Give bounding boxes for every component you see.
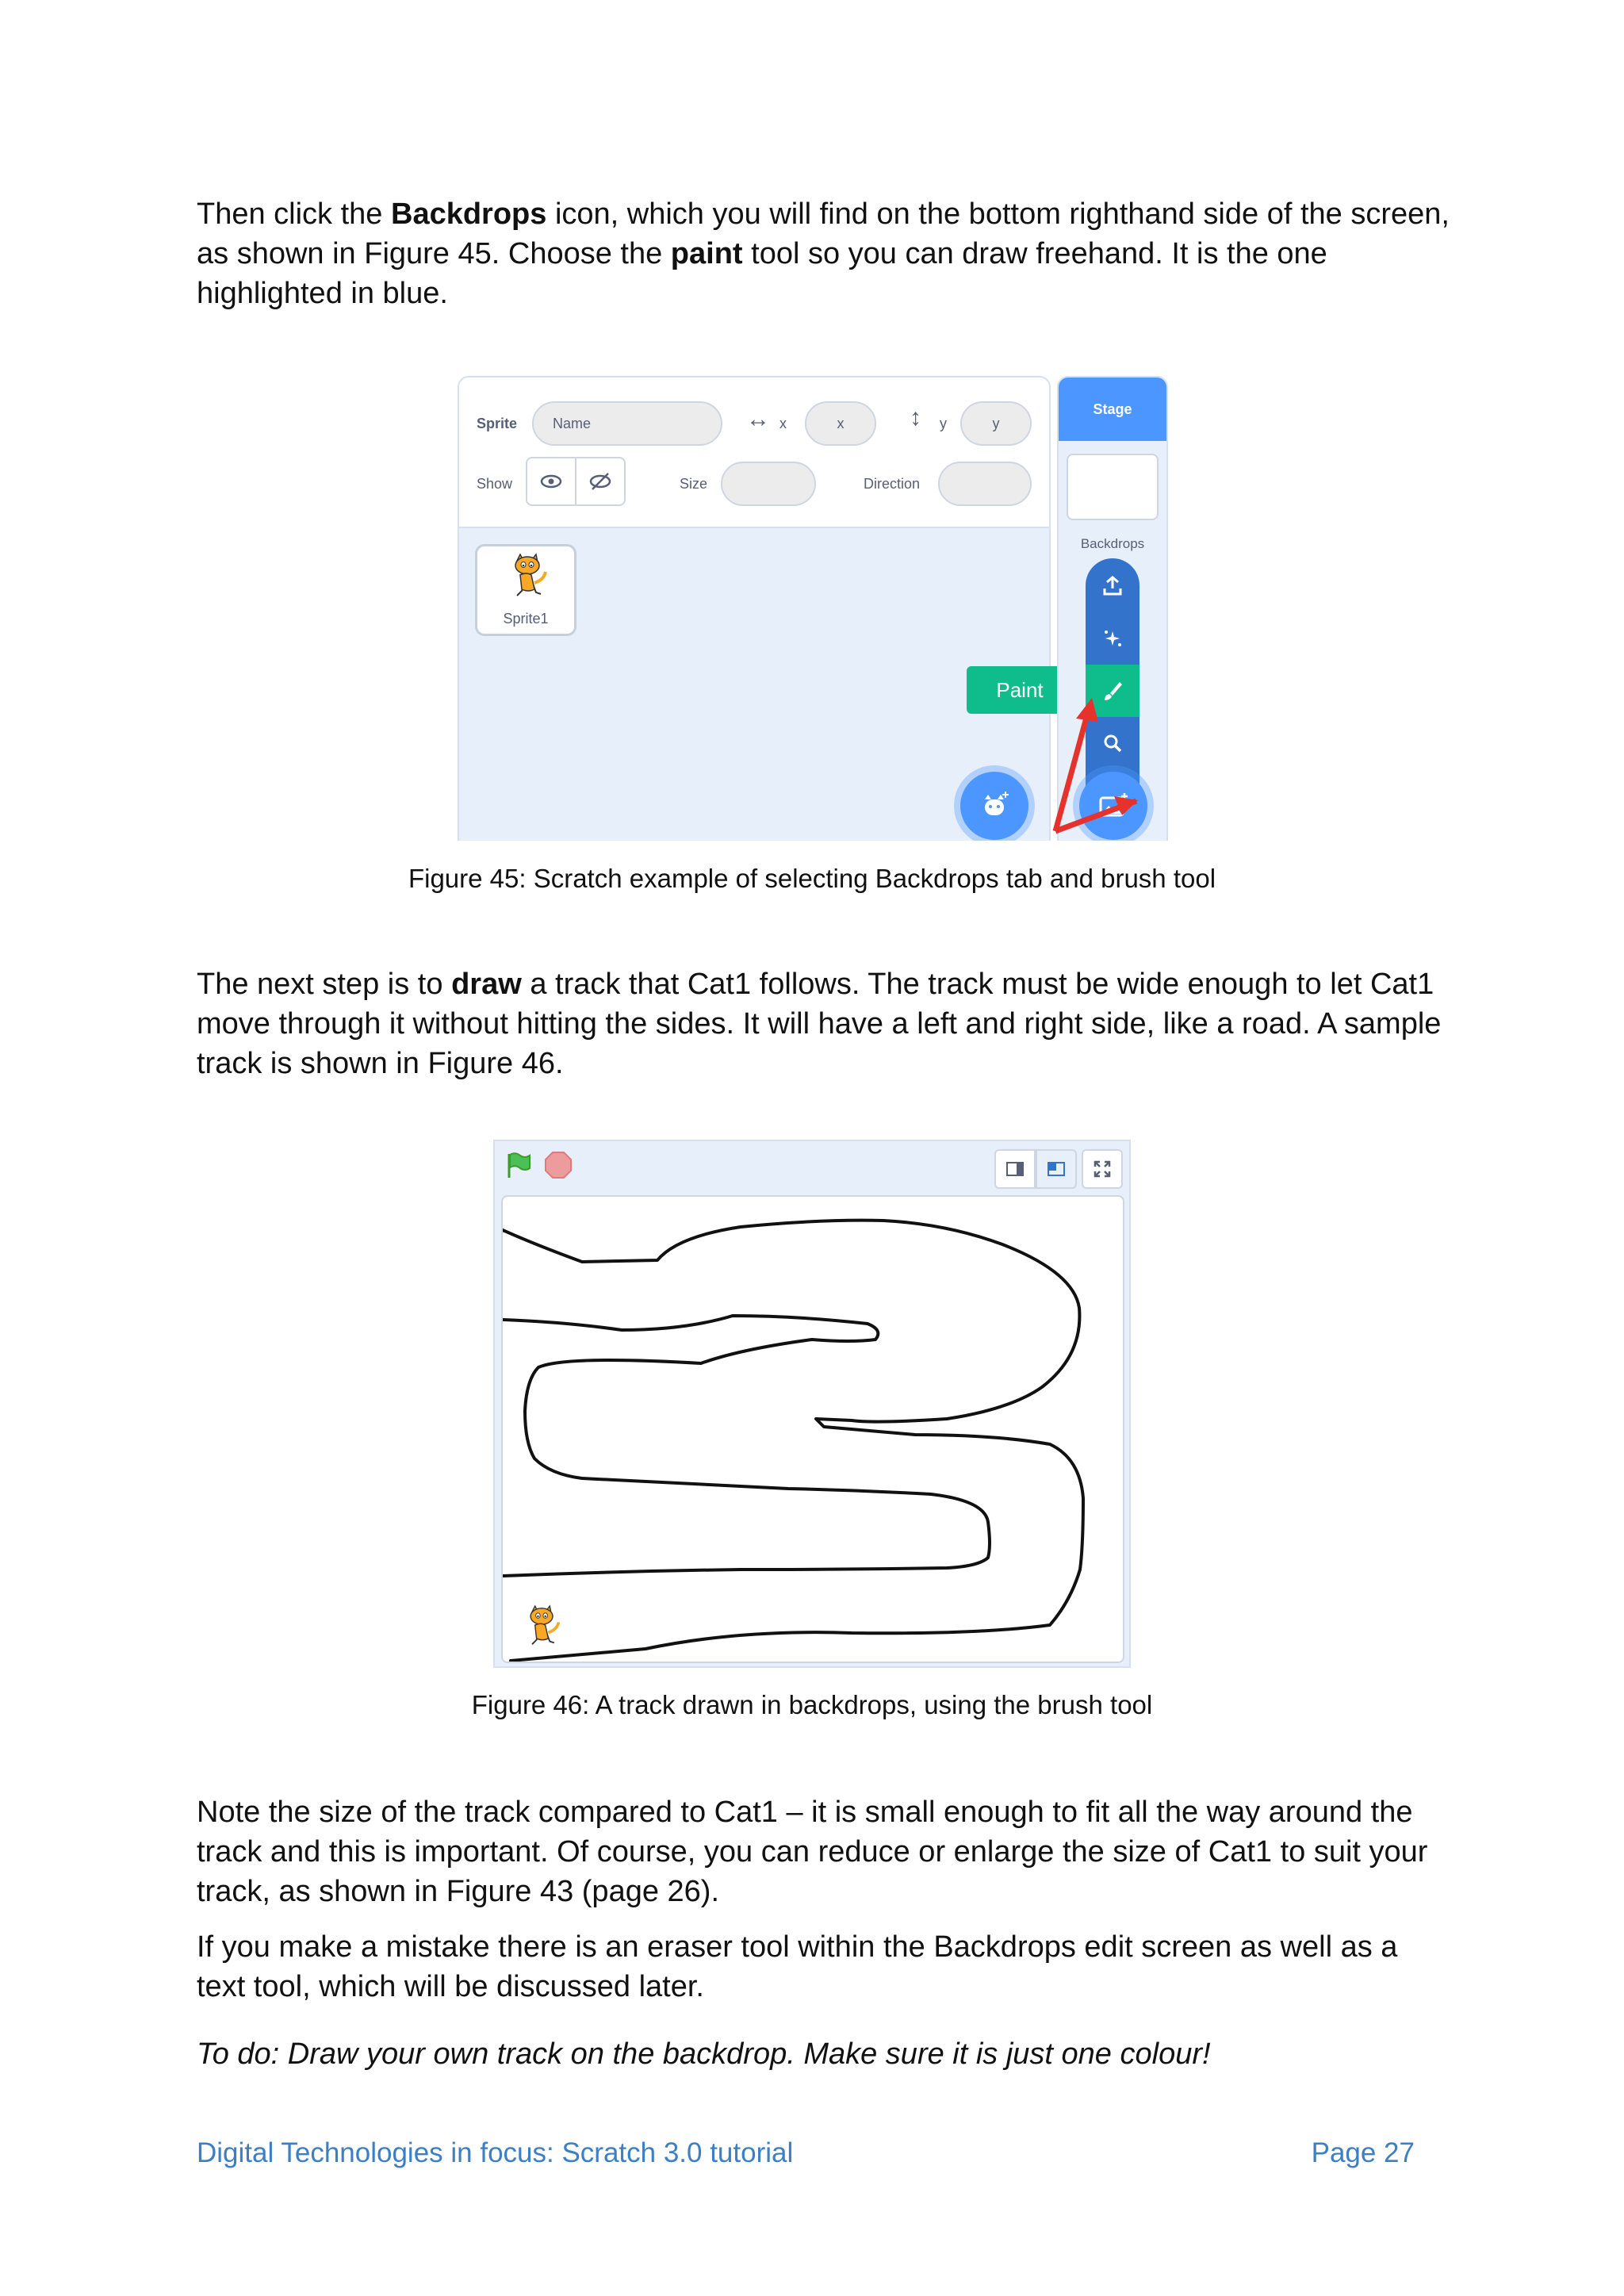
annotation-arrows (454, 373, 1170, 841)
text-run: Then click the (197, 197, 391, 231)
paint-tooltip: Paint (967, 666, 1073, 714)
show-label: Show (477, 476, 513, 492)
text-run: a track that Cat1 follows. The track must be wide enough to let Cat1 move through it without hitting the sides. It will have a left and right side, like a road. A sample track is shown in Figure 46. (197, 968, 1442, 1080)
stop-sign-icon[interactable] (542, 1149, 574, 1181)
eraser-tool-paragraph: If you make a mistake there is an eraser tool within the Backdrops edit screen as well as a text tool, which will be discussed later. (197, 1930, 1398, 2003)
small-stage-button[interactable] (994, 1149, 1036, 1189)
sprite-name-input[interactable]: Name (532, 401, 722, 446)
draw-track-paragraph (197, 964, 1450, 1083)
text-run: icon, which you will find on the bottom righthand side of the screen, as shown in Figure 45. Choose the (197, 197, 1450, 270)
x-input[interactable]: x (805, 401, 876, 446)
text-run: The next step is to (197, 968, 452, 1001)
intro-paragraph (197, 194, 1450, 313)
vertical-arrow-icon: ↕ (910, 404, 921, 431)
figure-45-screenshot (454, 373, 1170, 841)
bold-term: Backdrops (391, 197, 547, 231)
green-flag-icon[interactable] (503, 1149, 534, 1181)
fullscreen-icon (1093, 1159, 1112, 1179)
normal-stage-icon (1047, 1161, 1066, 1177)
figure-46-screenshot (493, 1140, 1131, 1668)
figure-45-caption: Figure 45: Scratch example of selecting Backdrops tab and brush tool (408, 864, 1216, 893)
drawn-track (503, 1197, 1124, 1663)
todo-instruction: To do: Draw your own track on the backdrop. Make sure it is just one colour! (197, 2037, 1211, 2071)
small-stage-icon (1005, 1161, 1025, 1177)
horizontal-arrow-icon: ↔ (746, 406, 770, 432)
direction-label: Direction (864, 476, 921, 492)
figure-46-caption: Figure 46: A track drawn in backdrops, using the brush tool (471, 1690, 1153, 1719)
normal-stage-button[interactable] (1036, 1149, 1077, 1189)
page-number: Page 27 (1311, 2137, 1415, 2168)
bold-term: paint (670, 237, 743, 270)
red-arrow-head (1076, 698, 1098, 722)
y-input[interactable]: y (960, 401, 1032, 446)
track-outer-edge (503, 1221, 1083, 1661)
stage-tab[interactable]: Stage (1059, 378, 1166, 441)
cat-sprite-icon[interactable] (522, 1604, 563, 1649)
text-run: tool so you can draw freehand. It is the one highlighted in blue. (197, 237, 1327, 310)
sprite-label: Sprite (477, 416, 518, 431)
footer-title: Digital Technologies in focus: Scratch 3.0 tutorial (197, 2137, 794, 2168)
fullscreen-button[interactable] (1082, 1149, 1123, 1189)
bold-term: draw (451, 968, 522, 1001)
size-label: Size (680, 476, 708, 492)
y-label: y (940, 416, 947, 431)
sprite-tile-label: Sprite1 (503, 611, 549, 627)
stage-canvas[interactable] (501, 1195, 1124, 1663)
backdrops-label: Backdrops (1080, 536, 1145, 551)
x-label: x (779, 416, 787, 431)
track-size-paragraph: Note the size of the track compared to Cat1 – it is small enough to fit all the way around the track and this is important. Of course, you can reduce or enlarge the size of Cat1 to suit your track, as shown in Figure 43 (page 26). (197, 1796, 1428, 1908)
track-inner-edge (503, 1316, 990, 1576)
